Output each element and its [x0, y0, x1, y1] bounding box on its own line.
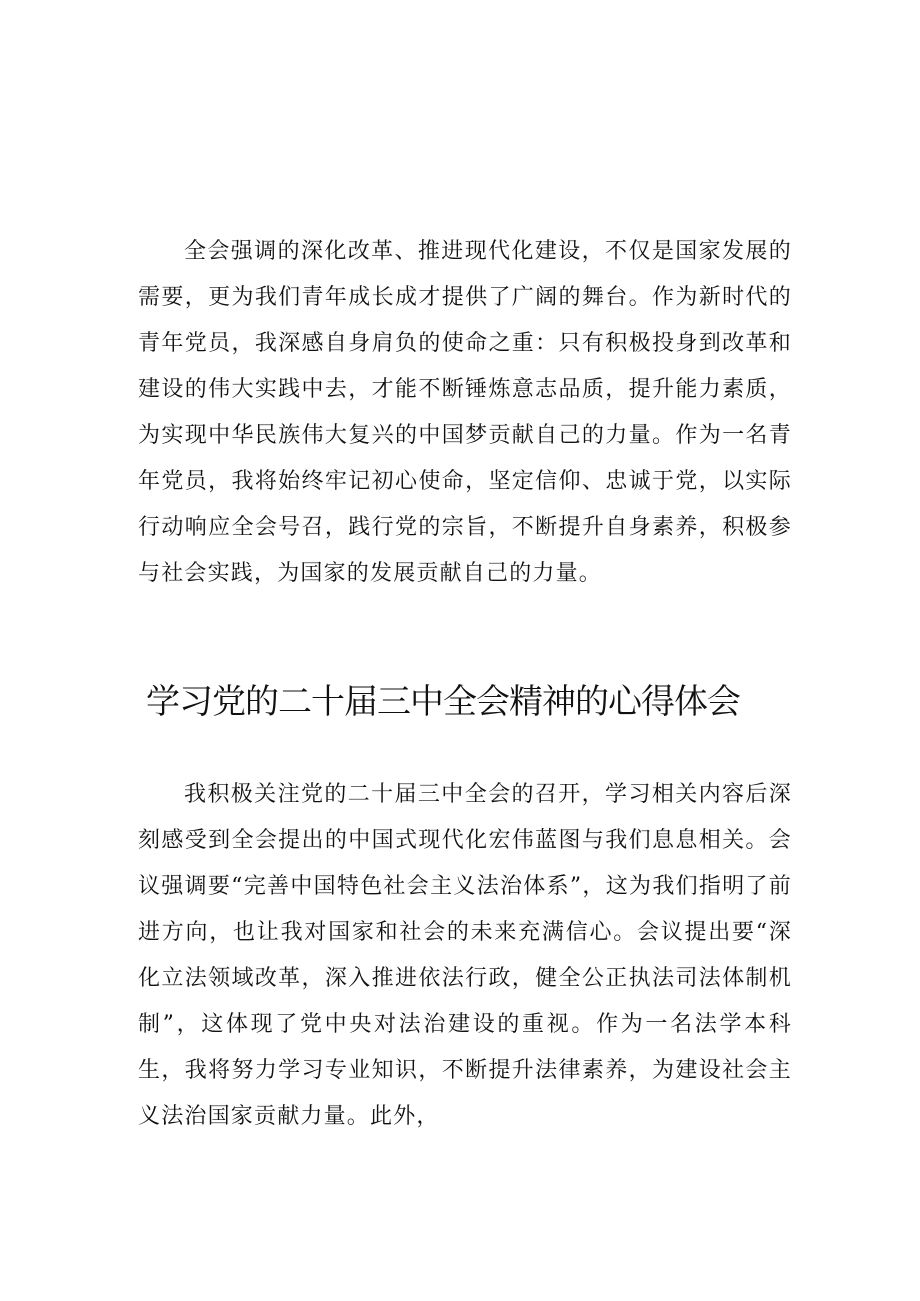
body-paragraph-1: 全会强调的深化改革、推进现代化建设，不仅是国家发展的需要，更为我们青年成长成才提供了广阔的舞台。作为新时代的青年党员，我深感自身肩负的使命之重：只有积极投身到改革和建设的伟大实践中去，才能不断锤炼意志品质，提升能力素质，为实现中华民族伟大复兴的中国梦贡献自己的力量。作为一名青年党员，我将始终牢记初心使命，坚定信仰、忠诚于党，以实际行动响应全会号召，践行党的宗旨，不断提升自身素养，积极参与社会实践，为国家的发展贡献自己的力量。 — [138, 239, 792, 586]
section-heading: 学习党的二十届三中全会精神的心得体会 — [146, 682, 740, 722]
body-paragraph-2: 我积极关注党的二十届三中全会的召开，学习相关内容后深刻感受到全会提出的中国式现代化宏伟蓝图与我们息息相关。会议强调要“完善中国特色社会主义法治体系”，这为我们指明了前进方向，也让我对国家和社会的未来充满信心。会议提出要“深化立法领域改革，深入推进依法行政，健全公正执法司法体制机制”，这体现了党中央对法治建设的重视。作为一名法学本科生，我将努力学习专业知识，不断提升法律素养，为建设社会主义法治国家贡献力量。此外， — [138, 782, 792, 1129]
